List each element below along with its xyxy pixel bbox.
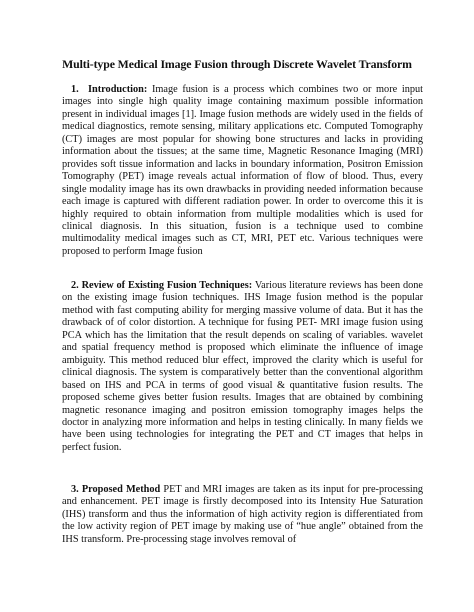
section-body: Image fusion is a process which combines two or more input images into single high quality image containing maximum possible information present in individual images [1]. Image fusion methods are widely used in the fields of medical diagnostics, remote sensing, military applications etc. Computed Tomography (CT) images are most popular for showing bone structures and lacks in providing information about the tissues; at the same time, Magnetic Resonance Imaging (MRI) provides soft tissue information and lacks in boundary information, Positron Emission Tomography (PET) image reveals actual information of flow of blood. Thus, every single modality image has its own drawbacks in providing needed information because each image is captured with different radiation power. In order to overcome this it is highly required to obtain information from multiple modalities which is used for clinical diagnosis. In this situation, fusion is a technique used to combine multimodality medical images such as CT, MRI, PET etc. Various techniques were proposed to perform Image fusion [62, 84, 424, 257]
section-body: Various literature reviews has been done on the existing image fusion techniques. IHS Image fusion method is the popular method with fast computing ability for merging massive volume of data. But it has the drawback of of color distortion. A technique for fusing PET- MRI image fusion using PCA which has the limitation that the result depends on scaling of variables. wavelet and spatial frequency method is proposed which eliminate the influence of image ambiguity. This method reduced blur effect, improved the clarity which is useful for clinical diagnosis. The system is comparatively better than the conventional algorithm based on IHS and PCA in terms of good visual & quantitative fusion results. The proposed scheme gives better fusion results. Images that are obtained by combining magnetic resonance imaging and positron emission tomography images helps the doctor in analyzing more information and helps in testing clinically. In many fields we have been using technologies for integrating the PET and CT images that helps in perfect fusion. [62, 280, 424, 453]
section-heading: Proposed Method [81, 484, 161, 495]
section-body: PET and MRI images are taken as its input for pre-processing and enhancement. PET image is firstly decomposed into its Intensity Hue Saturation (IHS) transform and thus the information of high activity region is differentiated from the low activity region of PET image by making use of “hue angle” obtained from the IHS transform. Pre-processing stage involves removal of [62, 484, 424, 545]
section-heading: Introduction: [88, 84, 148, 95]
section-proposed-method [62, 484, 423, 546]
section-number: 1. [71, 84, 79, 95]
section-number: 3. [71, 484, 79, 495]
section-heading: Review of Existing Fusion Techniques: [81, 280, 253, 291]
section-paragraph [62, 484, 423, 546]
section-review [62, 280, 423, 454]
section-introduction [62, 84, 423, 258]
section-paragraph [62, 84, 423, 258]
document-title: Multi-type Medical Image Fusion through Discrete Wavelet Transform [62, 57, 412, 71]
section-number: 2. [71, 280, 79, 291]
section-paragraph [62, 280, 423, 454]
